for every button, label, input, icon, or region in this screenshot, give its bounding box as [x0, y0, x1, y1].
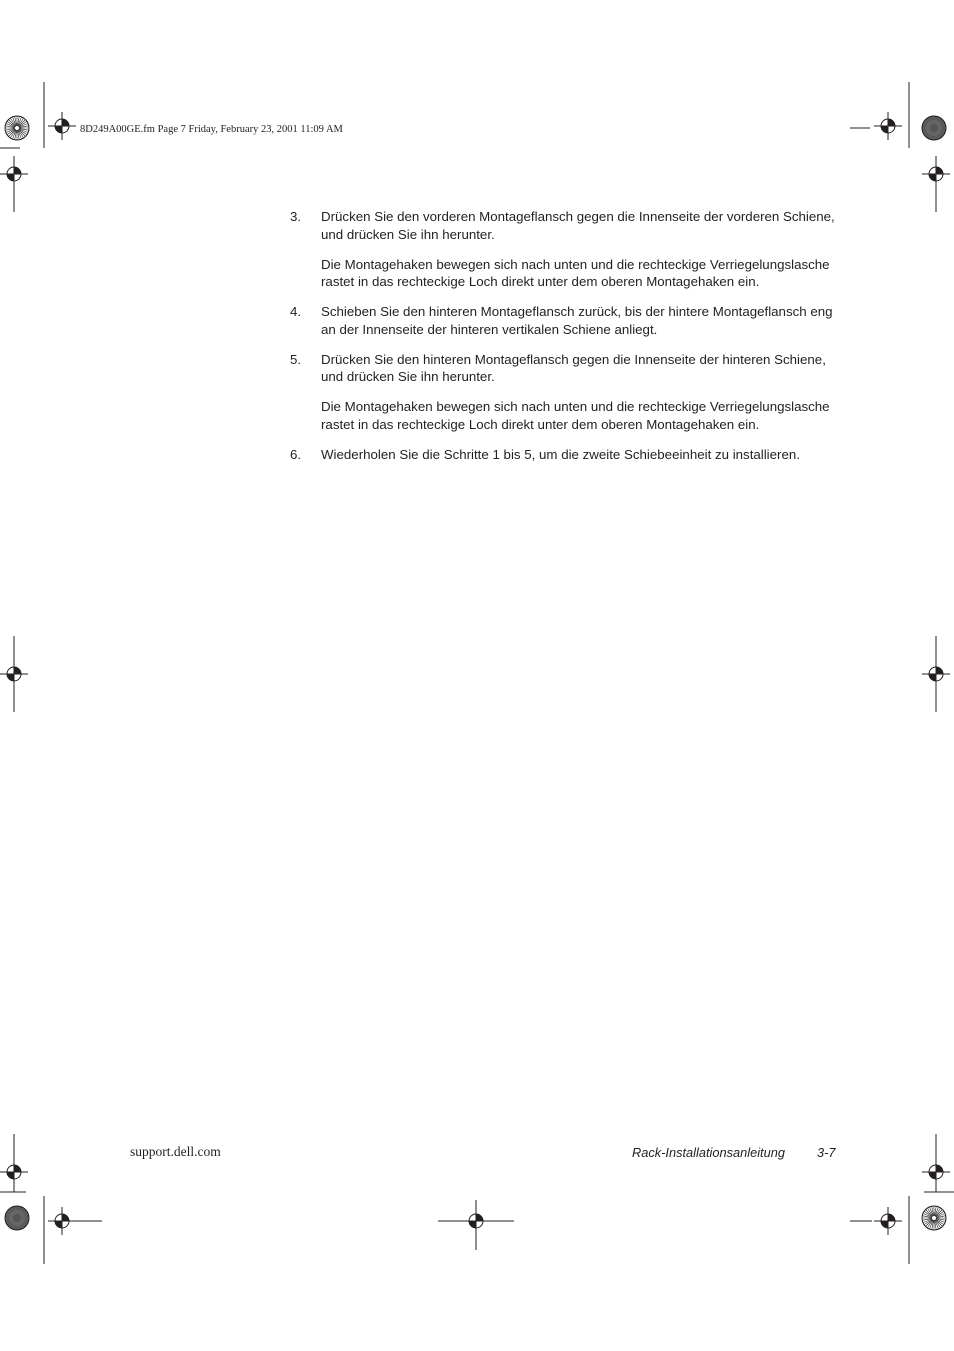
- step-number: 6.: [290, 446, 302, 462]
- step-note: Die Montagehaken bewegen sich nach unten und die rechteckige Verriegelungslasche rastet in das rechteckige Loch direkt unter dem oberen Montagehaken ein.: [321, 399, 830, 432]
- footer-website: support.dell.com: [130, 1144, 221, 1159]
- step-4: [290, 303, 850, 338]
- step-note: Die Montagehaken bewegen sich nach unten und die rechteckige Verriegelungslasche rastet in das rechteckige Loch direkt unter dem oberen Montagehaken ein.: [321, 256, 830, 289]
- step-text: Drücken Sie den vorderen Montageflansch gegen die Innenseite der vorderen Schiene, und drücken Sie ihn herunter.: [321, 209, 835, 242]
- step-number: 4.: [290, 304, 302, 319]
- step-number: 3.: [290, 209, 302, 224]
- footer-page-number: 3-7: [817, 1145, 836, 1160]
- step-6: [290, 446, 850, 464]
- step-3: [290, 208, 850, 291]
- step-text: Schieben Sie den hinteren Montageflansch zurück, bis der hintere Montageflansch eng an der Innenseite der hinteren vertikalen Schiene anliegt.: [321, 304, 833, 337]
- step-text: Wiederholen Sie die Schritte 1 bis 5, um die zweite Schiebeeinheit zu installieren.: [321, 446, 800, 462]
- step-text: Drücken Sie den hinteren Montageflansch gegen die Innenseite der hinteren Schiene, und drücken Sie ihn herunter.: [321, 351, 826, 384]
- footer-document-title: Rack-Installationsanleitung: [632, 1145, 785, 1160]
- step-5: [290, 351, 850, 434]
- instruction-steps: [290, 208, 850, 476]
- file-header: 8D249A00GE.fm Page 7 Friday, February 23, 2001 11:09 AM: [80, 124, 343, 135]
- step-number: 5.: [290, 351, 302, 367]
